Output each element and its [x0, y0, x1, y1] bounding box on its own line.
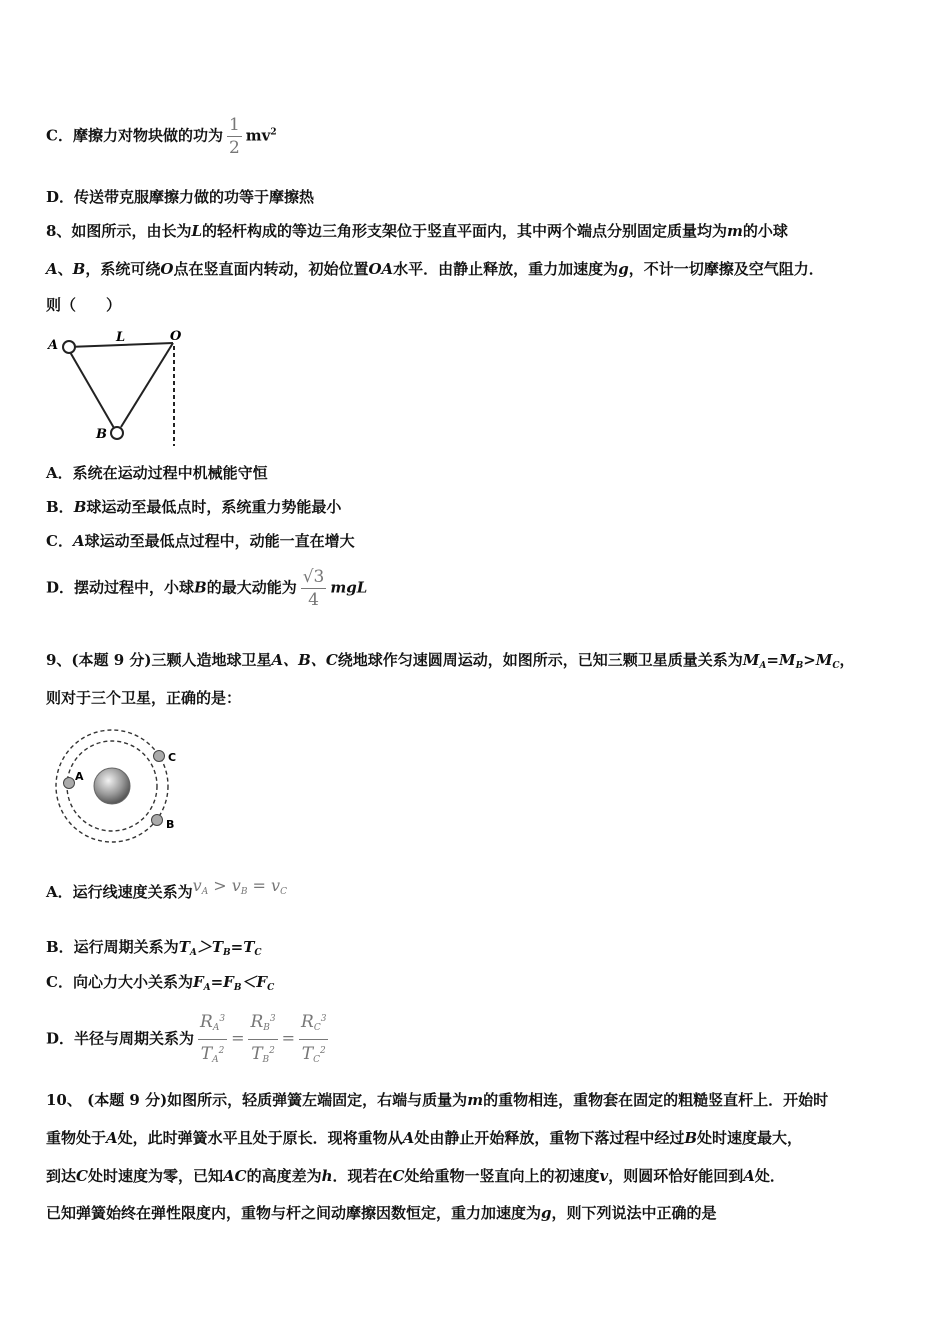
q8-option-a: A．系统在运动过程中机械能守恒 — [46, 464, 268, 482]
q9-orbit-figure — [50, 728, 190, 844]
fraction: $\frac{1}{2}$ — [228, 115, 240, 158]
q9-option-d: D．半径与周期关系为 $\frac{R_A^3}{T_A^2}$ = $\frac{R_B^3}{T_B^2}$ = $\frac{R_C^3}{T_C^2}$ — [46, 1008, 332, 1071]
q9-option-a: A．运行线速度关系为$v_A > v_B = v_C$ — [46, 876, 287, 901]
q8-stem-line-2: A、B，系统可绕O点在竖直面内转动，初始位置OA水平．由静止释放，重力加速度为g，不计一切摩擦及空气阻力． — [46, 260, 824, 278]
q8-stem-line-3: 则（ ） — [46, 296, 122, 314]
rod-ab — [70, 352, 114, 428]
earth — [94, 768, 130, 804]
ball-b — [111, 427, 123, 439]
q8-option-b: B．B球运动至最低点时，系统重力势能最小 — [46, 498, 342, 516]
q10-stem-line-3: 到达C处时速度为零，已知AC的高度差为h．现若在C处给重物一竖直向上的初速度v，则圆环恰好能回到A处． — [46, 1167, 785, 1185]
fraction-b: $\frac{R_B^3}{T_B^2}$ — [248, 1008, 277, 1071]
satellite-c — [154, 751, 165, 762]
label-a: A — [48, 338, 59, 353]
velocity-relation: $v_A > v_B = v_C$ — [192, 876, 287, 897]
q7-option-c: C．摩擦力对物块做的功为 $\frac{1}{2}$ $mv^2$ — [46, 115, 277, 158]
label-a: A — [75, 770, 84, 783]
q10-stem-line-2: 重物处于A处，此时弹簧水平且处于原长．现将重物从A处由静止开始释放，重物下落过程中经过B处时速度最大， — [46, 1129, 803, 1147]
q9-stem-line-2: 则对于三个卫星，正确的是： — [46, 689, 242, 707]
q9-option-b: B．运行周期关系为$T_A>T_B=T_C$ — [46, 938, 262, 958]
q9-stem-line-1: 9、(本题 9 分)三颗人造地球卫星A、B、C绕地球作匀速圆周运动，如图所示，已知三颗卫星质量关系为$M_A=M_B>M_C$， — [46, 651, 855, 671]
q8-option-c: C．A球运动至最低点过程中，动能一直在增大 — [46, 532, 355, 550]
q10-stem-line-4: 已知弹簧始终在弹性限度内，重物与杆之间动摩擦因数恒定，重力加速度为g，则下列说法中正确的是 — [46, 1204, 717, 1222]
q8-option-d: D．摆动过程中，小球B的最大动能为 $\frac{√3}{4}$ mgL — [46, 567, 368, 610]
q9-option-c: C．向心力大小关系为$F_A=F_B<F_C$ — [46, 973, 275, 993]
rod-ob — [121, 343, 173, 427]
satellite-a — [64, 778, 75, 789]
ball-a — [63, 341, 75, 353]
satellite-b — [152, 815, 163, 826]
q7-option-d: D．传送带克服摩擦力做的功等于摩擦热 — [46, 188, 315, 206]
q8-triangle-figure — [44, 326, 194, 448]
fraction: $\frac{√3}{4}$ — [302, 567, 325, 610]
force-relation: $F_A=F_B<F_C$ — [192, 973, 275, 993]
label-o: O — [170, 329, 182, 344]
label-b: B — [166, 818, 175, 831]
label-c: C — [168, 751, 177, 764]
period-relation: $T_A>T_B=T_C$ — [178, 938, 262, 958]
label-b: B — [96, 427, 107, 442]
q10-stem-line-1: 10、 (本题 9 分)如图所示，轻质弹簧左端固定，右端与质量为m的重物相连，重物套在固定的粗糙竖直杆上．开始时 — [46, 1091, 829, 1109]
label-l: L — [116, 330, 126, 345]
fraction-a: $\frac{R_A^3}{T_A^2}$ — [198, 1008, 227, 1071]
q8-stem-line-1: 8、如图所示，由长为L的轻杆构成的等边三角形支架位于竖直平面内，其中两个端点分别固定质量均为m的小球 — [46, 222, 788, 240]
fraction-c: $\frac{R_C^3}{T_C^2}$ — [299, 1008, 328, 1071]
